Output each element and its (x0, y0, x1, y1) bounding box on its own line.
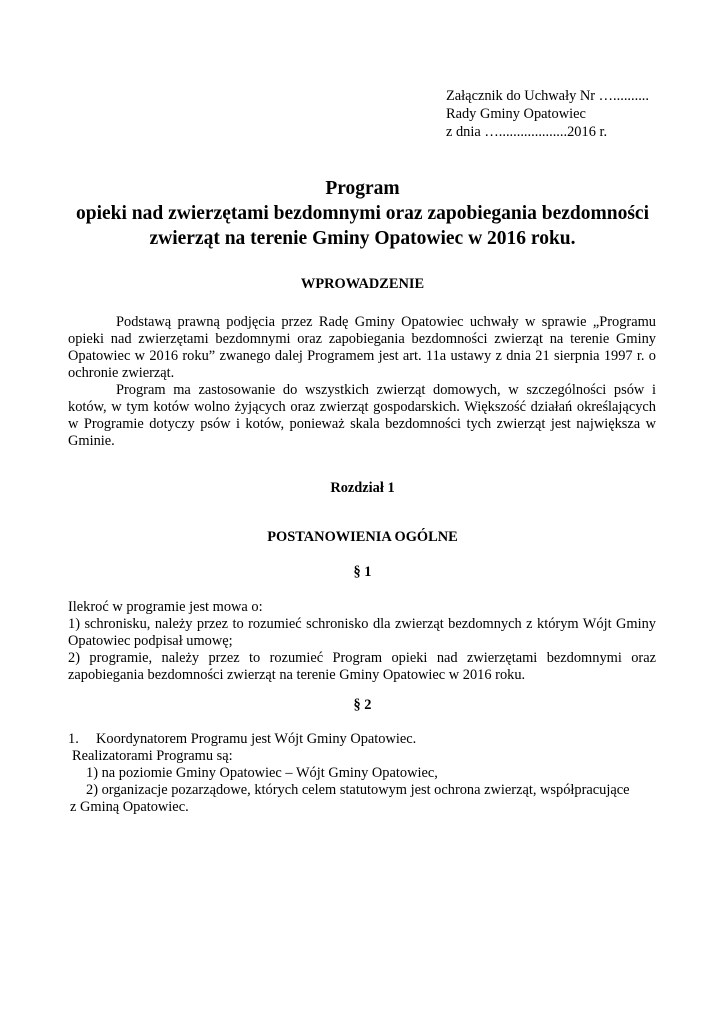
annex-line-2: Rady Gminy Opatowiec (446, 106, 586, 122)
annex-note (446, 87, 649, 141)
title-line-1: Program (325, 178, 400, 199)
section-2-line-3: 1) na poziomie Gminy Opatowiec – Wójt Gminy Opatowiec, (86, 765, 438, 781)
section-2-line-5: z Gminą Opatowiec. (70, 799, 189, 815)
section-1-lead: Ilekroć w programie jest mowa o: (68, 599, 263, 615)
section-1-heading: § 1 (353, 564, 372, 580)
section-2-body (68, 731, 668, 816)
annex-line-3: z dnia …...................2016 r. (446, 124, 608, 140)
intro-heading: WPROWADZENIE (300, 276, 425, 292)
intro-paragraph-2: Program ma zastosowanie do wszystkich zwierząt domowych, w szczególności psów i kotów, w tym kotów wolno żyjących oraz zwierząt gospodarskich. Większość działań określających w Programie dotyczy psów i kotów, ponieważ skala bezdomności tych zwierząt jest największa w Gminie. (68, 382, 656, 449)
section-2-line-2: Realizatorami Programu są: (72, 748, 233, 764)
intro-paragraph-1: Podstawą prawną podjęcia przez Radę Gminy Opatowiec uchwały w sprawie „Programu opieki nad zwierzętami bezdomnymi oraz zapobiegania bezdomności zwierząt na terenie Gminy Opatowiec w 2016 roku” zwanego dalej Programem jest art. 11a ustawy z dnia 21 sierpnia 1997 r. o ochronie zwierząt. (68, 314, 656, 381)
section-1-item-1: 1) schronisku, należy przez to rozumieć schronisko dla zwierząt bezdomnych z którym Wójt Gminy Opatowiec podpisał umowę; (68, 616, 656, 649)
section-1-body (68, 599, 656, 684)
title-line-3: zwierząt na terenie Gminy Opatowiec w 2016 roku. (149, 228, 576, 249)
chapter-subheading: POSTANOWIENIA OGÓLNE (267, 529, 458, 545)
section-2-line-4: 2) organizacje pozarządowe, których celem statutowym jest ochrona zwierząt, współpracujące (86, 782, 630, 798)
title-line-2: opieki nad zwierzętami bezdomnymi oraz zapobiegania bezdomności (75, 203, 650, 224)
document-title (40, 176, 685, 251)
section-1-item-2: 2) programie, należy przez to rozumieć Program opieki nad zwierzętami bezdomnymi oraz zapobiegania bezdomności zwierząt na terenie Gminy Opatowiec w 2016 roku. (68, 650, 656, 683)
section-2-heading: § 2 (353, 697, 372, 713)
section-2-item-1 (68, 731, 668, 748)
annex-line-1: Załącznik do Uchwały Nr ….......... (446, 88, 650, 104)
chapter-heading: Rozdział 1 (330, 480, 395, 496)
section-2-item-1-text: Koordynatorem Programu jest Wójt Gminy Opatowiec. (96, 731, 417, 747)
intro-section (68, 314, 656, 450)
section-2-item-1-number: 1. (68, 731, 79, 747)
